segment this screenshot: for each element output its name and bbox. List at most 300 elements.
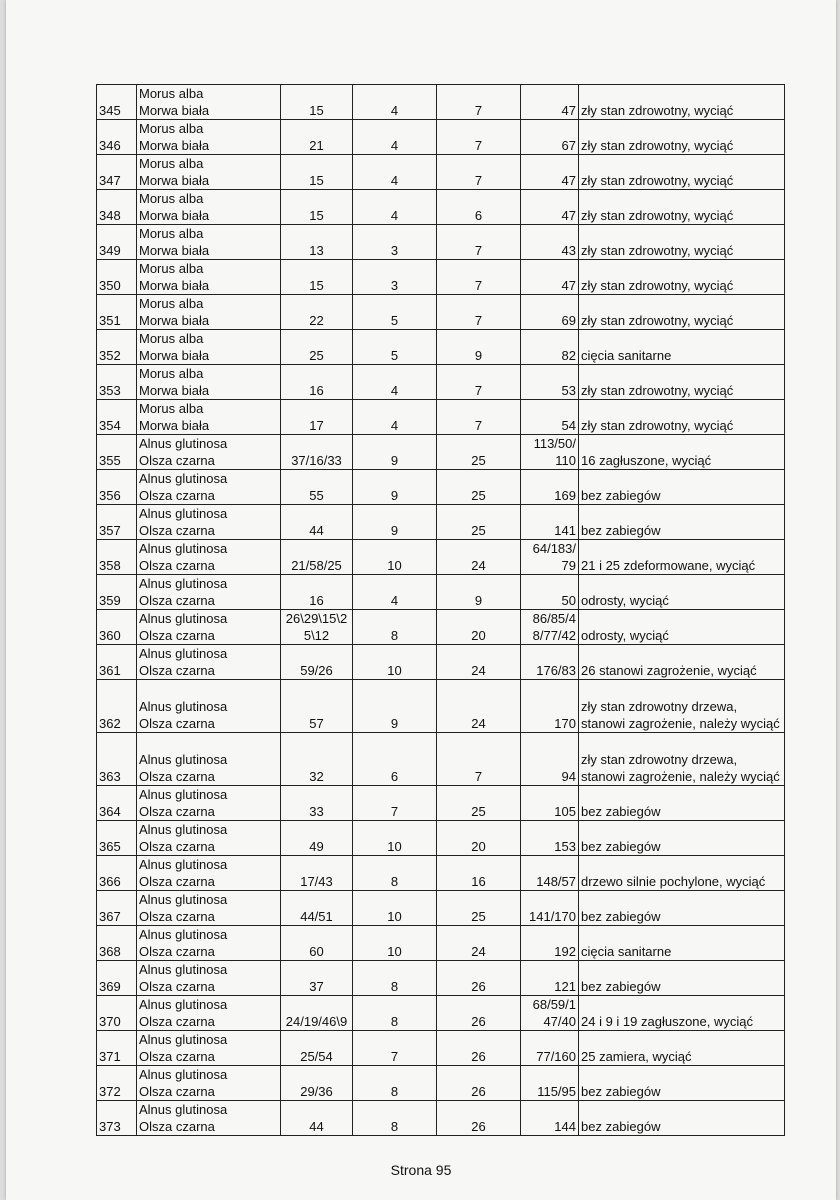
height-cell — [437, 330, 521, 365]
table-row — [97, 365, 785, 400]
perimeter-cell — [521, 400, 579, 435]
remarks-cell-text: 16 zagłuszone, wyciąć — [581, 453, 712, 468]
height-cell — [437, 821, 521, 856]
value-cell — [353, 470, 437, 505]
row-number-cell — [97, 85, 137, 120]
perimeter-cell-text: 79 — [561, 558, 576, 573]
species-cell-text: Olsza czarna — [139, 1049, 215, 1064]
perimeter-cell-text: 68/59/1 — [532, 997, 576, 1012]
row-number-cell — [97, 540, 137, 575]
perimeter-cell-text: 115/95 — [537, 1084, 576, 1099]
perimeter-cell-text: 105 — [554, 804, 576, 819]
row-number-cell — [97, 330, 137, 365]
species-cell-text: Morwa biała — [139, 313, 210, 328]
value-cell-text: 9 — [390, 453, 399, 468]
remarks-cell — [579, 295, 785, 330]
species-cell — [137, 610, 281, 645]
species-cell-text: Alnus glutinosa — [139, 1102, 228, 1117]
circumference-cell-text: 44/51 — [300, 909, 333, 924]
perimeter-cell — [521, 1066, 579, 1101]
species-cell-text: Morus alba — [139, 366, 204, 381]
species-cell-text: Alnus glutinosa — [139, 576, 228, 591]
perimeter-cell-text: 144 — [554, 1119, 576, 1134]
row-number-cell-text: 362 — [99, 716, 121, 731]
remarks-cell — [579, 856, 785, 891]
value-cell — [353, 575, 437, 610]
height-cell — [437, 733, 521, 786]
perimeter-cell — [521, 680, 579, 733]
remarks-cell-text: zły stan zdrowotny, wyciąć — [581, 138, 734, 153]
circumference-cell — [281, 733, 353, 786]
perimeter-cell — [521, 190, 579, 225]
species-cell-text: Alnus glutinosa — [139, 541, 228, 556]
perimeter-cell-text: 43 — [561, 243, 576, 258]
table-row — [97, 1101, 785, 1136]
row-number-cell-text: 345 — [99, 103, 121, 118]
circumference-cell-text: 16 — [309, 593, 324, 608]
value-cell — [353, 926, 437, 961]
remarks-cell-text: 26 stanowi zagrożenie, wyciąć — [581, 663, 757, 678]
species-cell-text: Morus alba — [139, 86, 204, 101]
circumference-cell-text: 22 — [309, 313, 324, 328]
row-number-cell-text: 372 — [99, 1084, 121, 1099]
height-cell — [437, 610, 521, 645]
table-row — [97, 961, 785, 996]
circumference-cell — [281, 190, 353, 225]
row-number-cell-text: 361 — [99, 663, 121, 678]
perimeter-cell — [521, 505, 579, 540]
perimeter-cell — [521, 891, 579, 926]
remarks-cell — [579, 961, 785, 996]
table-row — [97, 190, 785, 225]
row-number-cell — [97, 260, 137, 295]
species-cell-text: Alnus glutinosa — [139, 787, 228, 802]
circumference-cell — [281, 470, 353, 505]
circumference-cell — [281, 996, 353, 1031]
height-cell-text: 25 — [471, 804, 486, 819]
species-cell-text: Morus alba — [139, 121, 204, 136]
row-number-cell-text: 358 — [99, 558, 121, 573]
circumference-cell — [281, 260, 353, 295]
species-cell-text: Morus alba — [139, 156, 204, 171]
perimeter-cell-text: 113/50/ — [533, 436, 576, 451]
circumference-cell — [281, 610, 353, 645]
remarks-cell-text: bez zabiegów — [581, 979, 661, 994]
row-number-cell-text: 348 — [99, 208, 121, 223]
value-cell-text: 4 — [390, 593, 399, 608]
height-cell-text: 25 — [471, 523, 486, 538]
remarks-cell — [579, 786, 785, 821]
species-cell — [137, 645, 281, 680]
circumference-cell — [281, 120, 353, 155]
species-cell-text: Olsza czarna — [139, 523, 215, 538]
circumference-cell — [281, 891, 353, 926]
remarks-cell — [579, 260, 785, 295]
species-cell — [137, 365, 281, 400]
value-cell-text: 10 — [387, 944, 402, 959]
remarks-cell — [579, 225, 785, 260]
value-cell-text: 10 — [387, 663, 402, 678]
species-cell — [137, 155, 281, 190]
circumference-cell — [281, 575, 353, 610]
value-cell — [353, 610, 437, 645]
perimeter-cell — [521, 365, 579, 400]
remarks-cell-text: zły stan zdrowotny drzewa, stanowi zagrożenie, należy wyciąć — [581, 699, 780, 731]
species-cell — [137, 85, 281, 120]
species-cell-text: Olsza czarna — [139, 804, 215, 819]
row-number-cell-text: 352 — [99, 348, 121, 363]
table-body — [97, 85, 785, 1136]
remarks-cell — [579, 120, 785, 155]
circumference-cell-text: 25 — [309, 348, 324, 363]
remarks-cell-text: zły stan zdrowotny, wyciąć — [581, 103, 734, 118]
remarks-cell — [579, 610, 785, 645]
circumference-cell-text: 16 — [309, 383, 324, 398]
remarks-cell-text: bez zabiegów — [581, 1084, 661, 1099]
species-cell — [137, 680, 281, 733]
height-cell — [437, 1101, 521, 1136]
circumference-cell-text: 15 — [309, 278, 324, 293]
remarks-cell — [579, 891, 785, 926]
remarks-cell — [579, 1066, 785, 1101]
height-cell — [437, 786, 521, 821]
perimeter-cell — [521, 575, 579, 610]
species-cell-text: Alnus glutinosa — [139, 822, 228, 837]
species-cell — [137, 260, 281, 295]
circumference-cell — [281, 645, 353, 680]
perimeter-cell-text: 192 — [554, 944, 576, 959]
remarks-cell-text: cięcia sanitarne — [581, 944, 672, 959]
species-cell-text: Olsza czarna — [139, 944, 215, 959]
row-number-cell — [97, 1031, 137, 1066]
species-cell — [137, 330, 281, 365]
value-cell — [353, 645, 437, 680]
perimeter-cell-text: 148/57 — [536, 874, 576, 889]
species-cell — [137, 821, 281, 856]
species-cell-text: Olsza czarna — [139, 839, 215, 854]
circumference-cell — [281, 85, 353, 120]
value-cell-text: 9 — [390, 488, 399, 503]
value-cell-text: 8 — [390, 1084, 399, 1099]
table-row — [97, 155, 785, 190]
height-cell-text: 24 — [471, 558, 486, 573]
remarks-cell — [579, 575, 785, 610]
species-cell-text: Olsza czarna — [139, 769, 215, 784]
circumference-cell-text: 13 — [309, 243, 324, 258]
value-cell-text: 8 — [390, 628, 399, 643]
value-cell-text: 4 — [390, 173, 399, 188]
row-number-cell — [97, 645, 137, 680]
circumference-cell-text: 26\29\15\2 — [285, 611, 348, 626]
species-cell-text: Olsza czarna — [139, 453, 215, 468]
remarks-cell-text: 24 i 9 i 19 zagłuszone, wyciąć — [581, 1014, 753, 1029]
perimeter-cell — [521, 155, 579, 190]
row-number-cell — [97, 733, 137, 786]
row-number-cell-text: 359 — [99, 593, 121, 608]
perimeter-cell-text: 82 — [561, 348, 576, 363]
perimeter-cell-text: 47 — [561, 173, 576, 188]
perimeter-cell — [521, 1101, 579, 1136]
table-row — [97, 680, 785, 733]
table-row — [97, 996, 785, 1031]
species-cell-text: Alnus glutinosa — [139, 611, 228, 626]
value-cell — [353, 1031, 437, 1066]
perimeter-cell-text: 50 — [561, 593, 576, 608]
perimeter-cell — [521, 961, 579, 996]
species-cell-text: Olsza czarna — [139, 979, 215, 994]
remarks-cell-text: bez zabiegów — [581, 1119, 661, 1134]
perimeter-cell-text: 170 — [554, 716, 576, 731]
value-cell-text: 3 — [390, 278, 399, 293]
remarks-cell-text: bez zabiegów — [581, 523, 661, 538]
table-row — [97, 926, 785, 961]
row-number-cell — [97, 961, 137, 996]
value-cell — [353, 505, 437, 540]
circumference-cell — [281, 365, 353, 400]
table-row — [97, 856, 785, 891]
table-row — [97, 891, 785, 926]
row-number-cell-text: 346 — [99, 138, 121, 153]
circumference-cell-text: 29/36 — [300, 1084, 333, 1099]
row-number-cell — [97, 926, 137, 961]
perimeter-cell-text: 54 — [561, 418, 576, 433]
value-cell-text: 4 — [390, 208, 399, 223]
height-cell — [437, 260, 521, 295]
height-cell-text: 9 — [474, 348, 483, 363]
row-number-cell — [97, 155, 137, 190]
height-cell-text: 24 — [471, 716, 486, 731]
remarks-cell — [579, 85, 785, 120]
table-row — [97, 295, 785, 330]
remarks-cell — [579, 190, 785, 225]
table-row — [97, 821, 785, 856]
circumference-cell-text: 21 — [309, 138, 324, 153]
circumference-cell-text: 15 — [309, 173, 324, 188]
value-cell — [353, 961, 437, 996]
remarks-cell-text: bez zabiegów — [581, 804, 661, 819]
value-cell-text: 9 — [390, 716, 399, 731]
value-cell — [353, 85, 437, 120]
row-number-cell-text: 356 — [99, 488, 121, 503]
row-number-cell-text: 364 — [99, 804, 121, 819]
circumference-cell-text: 55 — [309, 488, 324, 503]
species-cell — [137, 120, 281, 155]
species-cell-text: Alnus glutinosa — [139, 436, 228, 451]
height-cell — [437, 575, 521, 610]
species-cell-text: Morus alba — [139, 331, 204, 346]
perimeter-cell-text: 64/183/ — [532, 541, 576, 556]
species-cell — [137, 505, 281, 540]
remarks-cell — [579, 470, 785, 505]
value-cell-text: 8 — [390, 979, 399, 994]
value-cell — [353, 330, 437, 365]
value-cell — [353, 680, 437, 733]
table-row — [97, 1066, 785, 1101]
height-cell — [437, 540, 521, 575]
table-row — [97, 225, 785, 260]
height-cell — [437, 85, 521, 120]
perimeter-cell — [521, 435, 579, 470]
perimeter-cell-text: 69 — [561, 313, 576, 328]
value-cell-text: 4 — [390, 138, 399, 153]
value-cell — [353, 400, 437, 435]
row-number-cell — [97, 996, 137, 1031]
circumference-cell — [281, 295, 353, 330]
remarks-cell-text: zły stan zdrowotny, wyciąć — [581, 208, 734, 223]
row-number-cell — [97, 821, 137, 856]
height-cell — [437, 120, 521, 155]
species-cell — [137, 733, 281, 786]
row-number-cell — [97, 190, 137, 225]
table-row — [97, 435, 785, 470]
species-cell-text: Alnus glutinosa — [139, 892, 228, 907]
row-number-cell — [97, 891, 137, 926]
row-number-cell-text: 366 — [99, 874, 121, 889]
value-cell — [353, 733, 437, 786]
height-cell — [437, 680, 521, 733]
circumference-cell-text: 60 — [309, 944, 324, 959]
height-cell-text: 25 — [471, 453, 486, 468]
species-cell-text: Morwa biała — [139, 138, 210, 153]
species-cell — [137, 1031, 281, 1066]
species-cell-text: Olsza czarna — [139, 1014, 215, 1029]
remarks-cell — [579, 1031, 785, 1066]
value-cell — [353, 1066, 437, 1101]
species-cell-text: Olsza czarna — [139, 909, 215, 924]
value-cell-text: 8 — [390, 874, 399, 889]
circumference-cell — [281, 786, 353, 821]
remarks-cell — [579, 733, 785, 786]
species-cell — [137, 575, 281, 610]
perimeter-cell — [521, 225, 579, 260]
row-number-cell-text: 353 — [99, 383, 121, 398]
height-cell-text: 20 — [471, 628, 486, 643]
remarks-cell-text: zły stan zdrowotny, wyciąć — [581, 313, 734, 328]
table-row — [97, 610, 785, 645]
perimeter-cell — [521, 330, 579, 365]
perimeter-cell — [521, 120, 579, 155]
height-cell-text: 7 — [474, 769, 483, 784]
row-number-cell — [97, 120, 137, 155]
circumference-cell-text: 24/19/46\9 — [285, 1014, 348, 1029]
height-cell-text: 26 — [471, 1119, 486, 1134]
perimeter-cell — [521, 856, 579, 891]
perimeter-cell — [521, 996, 579, 1031]
table-row — [97, 260, 785, 295]
row-number-cell-text: 369 — [99, 979, 121, 994]
species-cell-text: Morwa biała — [139, 243, 210, 258]
row-number-cell — [97, 505, 137, 540]
species-cell-text: Alnus glutinosa — [139, 471, 228, 486]
circumference-cell — [281, 540, 353, 575]
species-cell-text: Alnus glutinosa — [139, 1032, 228, 1047]
circumference-cell — [281, 1101, 353, 1136]
species-cell-text: Morus alba — [139, 261, 204, 276]
table-row — [97, 400, 785, 435]
circumference-cell-text: 15 — [309, 208, 324, 223]
height-cell-text: 25 — [471, 909, 486, 924]
remarks-cell — [579, 996, 785, 1031]
circumference-cell-text: 17 — [309, 418, 324, 433]
height-cell-text: 16 — [471, 874, 486, 889]
remarks-cell — [579, 821, 785, 856]
value-cell-text: 5 — [390, 348, 399, 363]
height-cell — [437, 470, 521, 505]
circumference-cell-text: 44 — [309, 523, 324, 538]
species-cell-text: Morwa biała — [139, 103, 210, 118]
circumference-cell-text: 17/43 — [300, 874, 333, 889]
remarks-cell-text: 21 i 25 zdeformowane, wyciąć — [581, 558, 756, 573]
perimeter-cell — [521, 645, 579, 680]
height-cell — [437, 155, 521, 190]
value-cell — [353, 225, 437, 260]
remarks-cell-text: bez zabiegów — [581, 909, 661, 924]
perimeter-cell — [521, 733, 579, 786]
circumference-cell — [281, 400, 353, 435]
species-cell-text: Olsza czarna — [139, 558, 215, 573]
value-cell — [353, 821, 437, 856]
value-cell-text: 7 — [390, 804, 399, 819]
value-cell — [353, 856, 437, 891]
perimeter-cell — [521, 85, 579, 120]
remarks-cell-text: bez zabiegów — [581, 839, 661, 854]
perimeter-cell — [521, 540, 579, 575]
value-cell — [353, 260, 437, 295]
row-number-cell — [97, 786, 137, 821]
perimeter-cell-text: 86/85/4 — [532, 611, 576, 626]
circumference-cell — [281, 856, 353, 891]
row-number-cell-text: 347 — [99, 173, 121, 188]
remarks-cell-text: 25 zamiera, wyciąć — [581, 1049, 692, 1064]
remarks-cell — [579, 540, 785, 575]
species-cell-text: Morus alba — [139, 226, 204, 241]
remarks-cell — [579, 505, 785, 540]
value-cell — [353, 891, 437, 926]
height-cell-text: 20 — [471, 839, 486, 854]
perimeter-cell — [521, 821, 579, 856]
perimeter-cell-text: 8/77/42 — [532, 628, 576, 643]
circumference-cell — [281, 821, 353, 856]
species-cell — [137, 470, 281, 505]
height-cell-text: 6 — [474, 208, 483, 223]
remarks-cell — [579, 330, 785, 365]
species-cell-text: Alnus glutinosa — [139, 997, 228, 1012]
remarks-cell-text: odrosty, wyciąć — [581, 593, 669, 608]
species-cell-text: Olsza czarna — [139, 1084, 215, 1099]
row-number-cell-text: 354 — [99, 418, 121, 433]
species-cell — [137, 1066, 281, 1101]
species-cell-text: Olsza czarna — [139, 593, 215, 608]
species-cell — [137, 786, 281, 821]
height-cell — [437, 365, 521, 400]
species-cell-text: Alnus glutinosa — [139, 506, 228, 521]
remarks-cell — [579, 155, 785, 190]
height-cell — [437, 225, 521, 260]
circumference-cell-text: 49 — [309, 839, 324, 854]
species-cell-text: Morwa biała — [139, 348, 210, 363]
perimeter-cell — [521, 786, 579, 821]
table-row — [97, 470, 785, 505]
species-cell-text: Alnus glutinosa — [139, 1067, 228, 1082]
circumference-cell — [281, 961, 353, 996]
height-cell — [437, 190, 521, 225]
row-number-cell — [97, 225, 137, 260]
height-cell — [437, 856, 521, 891]
height-cell — [437, 961, 521, 996]
row-number-cell-text: 355 — [99, 453, 121, 468]
height-cell-text: 7 — [474, 313, 483, 328]
perimeter-cell-text: 47 — [561, 278, 576, 293]
